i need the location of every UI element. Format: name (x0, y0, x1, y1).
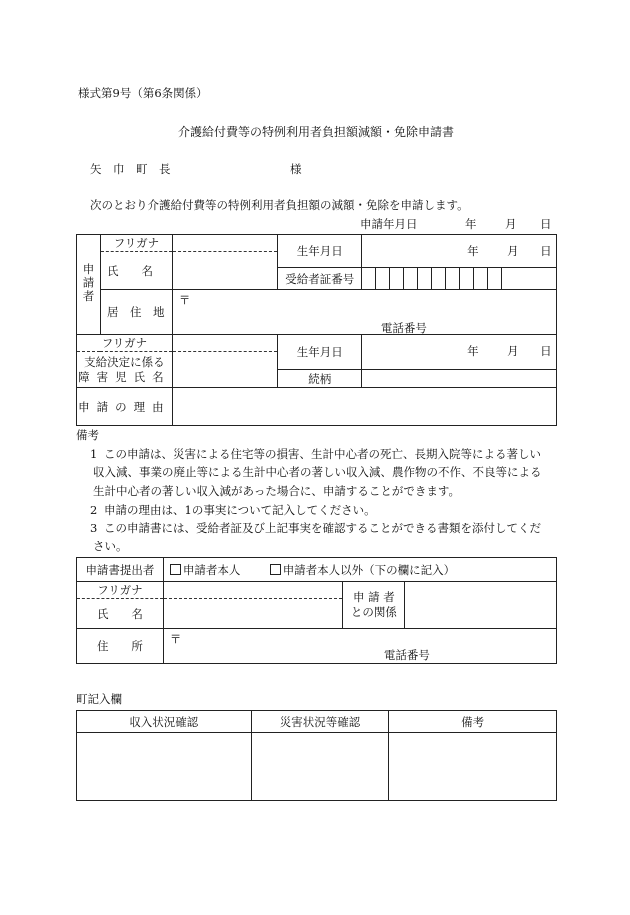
applicant-table (76, 234, 557, 426)
reason-field[interactable] (172, 388, 556, 426)
applicant-phone-label: 電話番号 (380, 321, 427, 335)
notes-heading: 備考 (76, 428, 99, 442)
note-line: さい。 (93, 539, 128, 553)
submitter-name-label: 氏 名 (77, 599, 164, 629)
office-disaster-field[interactable] (251, 733, 389, 801)
relation-label: 続柄 (278, 370, 362, 388)
office-col-income: 収入状況確認 (77, 711, 252, 733)
option-self-checkbox[interactable]: 申請者本人 (170, 563, 241, 577)
addressee-honorific: 様 (290, 162, 302, 176)
child-birth-field[interactable] (362, 335, 557, 370)
applicant-birth-year: 年 (467, 244, 479, 258)
submitter-label: 申請書提出者 (77, 558, 164, 582)
child-furigana-field[interactable] (172, 335, 278, 352)
note-line: 生計中心者の著しい収入減があった場合に、申請することができます。 (93, 484, 460, 498)
submitter-relation-label: 申 請 者 との関係 (343, 582, 405, 629)
submitter-address-label: 住 所 (77, 629, 164, 664)
office-col-remarks: 備考 (389, 711, 557, 733)
applicant-furigana-field[interactable] (172, 235, 278, 252)
reason-label: 申請の理由 (77, 388, 173, 426)
office-heading: 町記入欄 (76, 692, 122, 706)
note-line: この申請は、災害による住宅等の損害、生計中心者の死亡、長期入院等による著しい (104, 447, 541, 461)
addressee-mayor: 矢 巾 町 長 (90, 162, 171, 176)
child-name-label: 支給決定に係る 障害児氏名 (77, 352, 173, 388)
submitter-furigana-label: フリガナ (77, 582, 164, 599)
apply-date-label: 申請年月日 (360, 217, 418, 231)
submitter-table (76, 557, 557, 664)
apply-date-year: 年 (465, 217, 477, 231)
applicant-birth-day: 日 (540, 244, 552, 258)
submitter-name-field[interactable] (163, 599, 343, 629)
applicant-side-label: 申請者 (77, 235, 101, 335)
child-name-field[interactable] (172, 352, 278, 388)
child-birth-year: 年 (467, 344, 479, 358)
note-line: この申請書には、受給者証及び上記事実を確認することができる書類を添付してくだ (104, 521, 541, 535)
child-furigana-label: フリガナ (77, 335, 173, 352)
submitter-relation-field[interactable] (405, 582, 557, 629)
child-birth-month: 月 (507, 344, 519, 358)
submitter-postal-mark: 〒 (169, 632, 182, 646)
apply-date-day: 日 (540, 217, 552, 231)
note-line: 申請の理由は、1の事実について記入してください。 (104, 503, 376, 517)
intro-text: 次のとおり介護給付費等の特例利用者負担額の減額・免除を申請します。 (90, 198, 469, 212)
recipient-number-label: 受給者証番号 (278, 268, 362, 290)
submitter-options (163, 558, 556, 582)
applicant-birth-field[interactable] (362, 235, 557, 268)
document-title: 介護給付費等の特例利用者負担額減額・免除申請書 (178, 125, 455, 139)
note-line: 収入減、事業の廃止等による生計中心者の著しい収入減、農作物の不作、不良等による (93, 465, 542, 479)
form-number: 様式第9号（第6条関係） (78, 86, 208, 100)
applicant-name-label: 氏 名 (100, 252, 172, 290)
office-remarks-field[interactable] (389, 733, 557, 801)
office-table (76, 710, 557, 801)
applicant-birth-label: 生年月日 (278, 235, 362, 268)
submitter-phone-label: 電話番号 (383, 648, 430, 662)
option-other-checkbox[interactable]: 申請者本人以外（下の欄に記入） (270, 563, 456, 577)
applicant-address-label: 居 住 地 (100, 290, 172, 335)
office-col-disaster: 災害状況等確認 (251, 711, 389, 733)
note-number: 1 (90, 447, 98, 461)
note-number: 2 (90, 503, 98, 517)
child-birth-label: 生年月日 (278, 335, 362, 370)
submitter-furigana-field[interactable] (163, 582, 343, 599)
relation-field[interactable] (362, 370, 557, 388)
submitter-address-field[interactable] (163, 629, 556, 664)
applicant-address-field[interactable] (172, 290, 556, 335)
note-number: 3 (90, 521, 98, 535)
applicant-name-field[interactable] (172, 252, 278, 290)
applicant-furigana-label: フリガナ (100, 235, 172, 252)
applicant-postal-mark: 〒 (178, 293, 191, 307)
applicant-birth-month: 月 (507, 244, 519, 258)
office-income-field[interactable] (77, 733, 252, 801)
recipient-number-field[interactable] (362, 268, 557, 290)
apply-date-month: 月 (505, 217, 517, 231)
child-birth-day: 日 (540, 344, 552, 358)
